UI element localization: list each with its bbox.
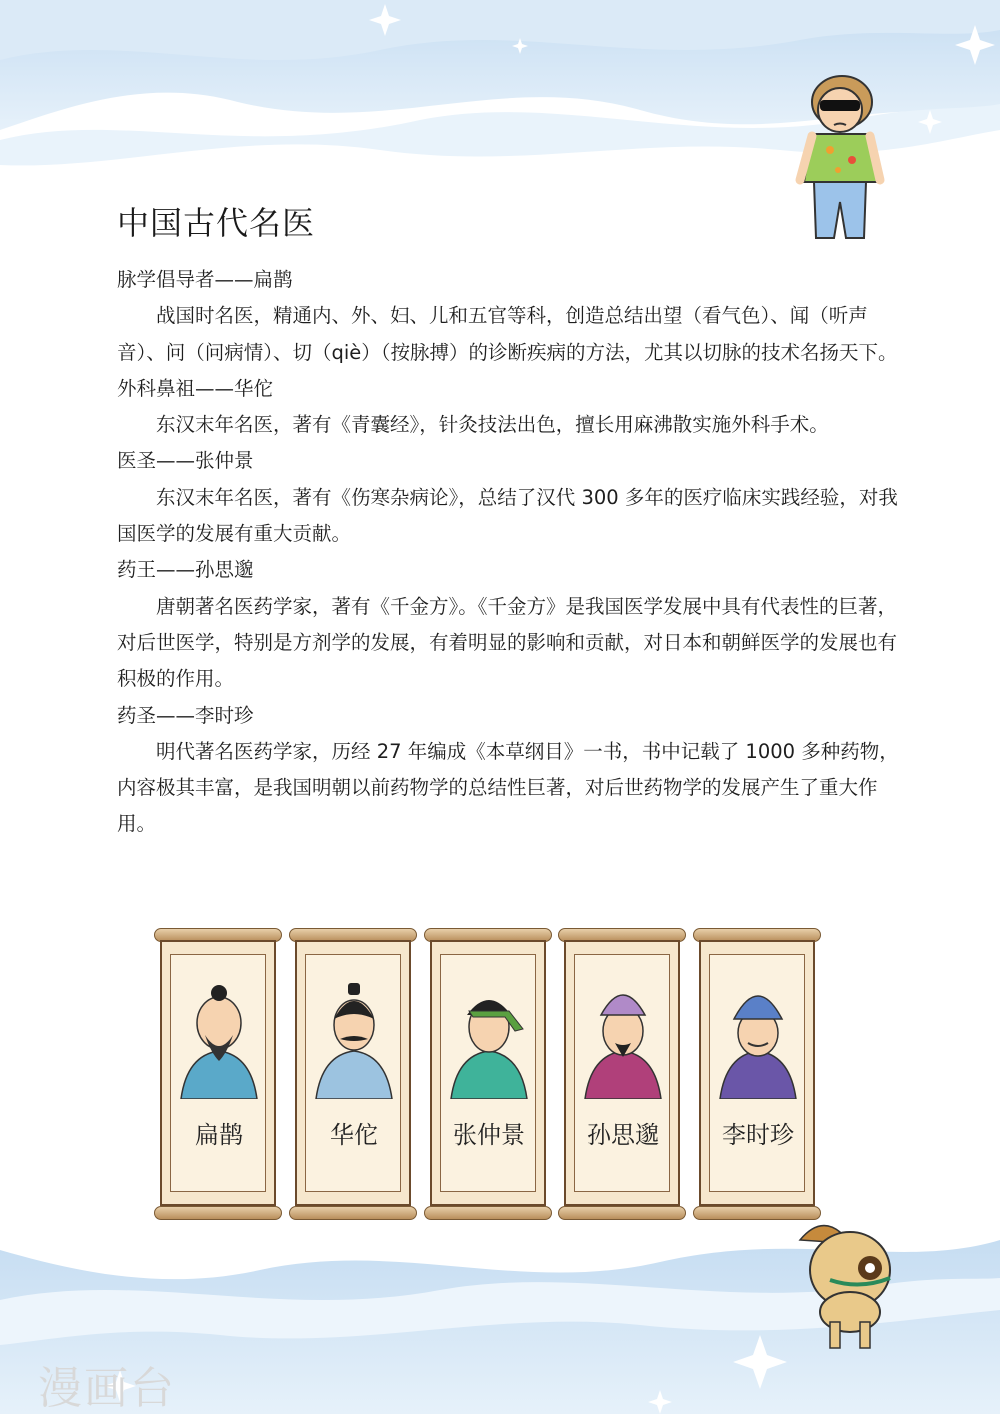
article-body	[117, 262, 907, 843]
portrait-bianque	[177, 979, 261, 1099]
section-body: 战国时名医，精通内、外、妇、儿和五官等科，创造总结出望（看气色）、闻（听声音）、问（问病情）、切（qiè）（按脉搏）的诊断疾病的方法，尤其以切脉的技术名扬天下。	[117, 304, 898, 364]
cartoon-man-sunglasses	[790, 70, 895, 245]
scroll-panel	[305, 954, 401, 1192]
scroll-name: 张仲景	[453, 1121, 525, 1149]
section-heading: 外科鼻祖——华佗	[117, 376, 274, 400]
scroll-panel	[574, 954, 670, 1192]
scroll-lishizhen	[693, 928, 821, 1220]
scroll-name: 华佗	[330, 1121, 378, 1149]
section-heading: 脉学倡导者——扁鹊	[117, 268, 293, 291]
scroll-rod	[424, 1206, 552, 1220]
watermark: 漫画台	[38, 1363, 176, 1414]
scroll-bianque	[154, 928, 282, 1220]
portrait-huatuo	[312, 979, 396, 1099]
scroll-zhangzhongjing	[424, 928, 552, 1220]
scroll-sunsimiao	[558, 928, 686, 1220]
portrait-lishizhen	[716, 979, 800, 1099]
scroll-name: 扁鹊	[195, 1121, 243, 1149]
scroll-paper	[564, 940, 680, 1206]
section-heading: 医圣——张仲景	[117, 449, 254, 473]
scroll-paper	[295, 940, 411, 1206]
section-heading: 药王——孙思邈	[117, 558, 254, 582]
scroll-paper	[160, 940, 276, 1206]
scroll-name: 李时珍	[722, 1121, 794, 1149]
portrait-sunsimiao	[581, 979, 665, 1099]
portrait-zhangzhongjing	[447, 979, 531, 1099]
scroll-rod	[154, 1206, 282, 1220]
scroll-panel	[709, 954, 805, 1192]
section-body: 东汉末年名医，著有《青囊经》，针灸技法出色，擅长用麻沸散实施外科手术。	[156, 413, 829, 437]
scroll-rod	[558, 1206, 686, 1220]
scroll-panel	[440, 954, 536, 1192]
section-heading: 药圣——李时珍	[117, 703, 254, 727]
scroll-paper	[430, 940, 546, 1206]
scroll-paper	[699, 940, 815, 1206]
scroll-panel	[170, 954, 266, 1192]
section-body: 明代著名医药学家，历经 27 年编成《本草纲目》一书，书中记载了 1000 多种药物，内容极其丰富，是我国明朝以前药物学的总结性巨著，对后世药物学的发展产生了重大作用。	[117, 739, 899, 836]
scroll-name: 孙思邈	[587, 1121, 659, 1149]
page-title: 中国古代名医	[117, 204, 316, 242]
section-body: 唐朝著名医药学家，著有《千金方》。《千金方》是我国医学发展中具有代表性的巨著，对后世医学，特别是方剂学的发展，有着明显的影响和贡献，对日本和朝鲜医学的发展也有积极的作用。	[117, 594, 898, 691]
horse-mascot	[790, 1210, 900, 1350]
section-body: 东汉末年名医，著有《伤寒杂病论》，总结了汉代 300 多年的医疗临床实践经验，对我国医学的发展有重大贡献。	[117, 485, 898, 546]
scroll-rod	[289, 1206, 417, 1220]
scroll-huatuo	[289, 928, 417, 1220]
